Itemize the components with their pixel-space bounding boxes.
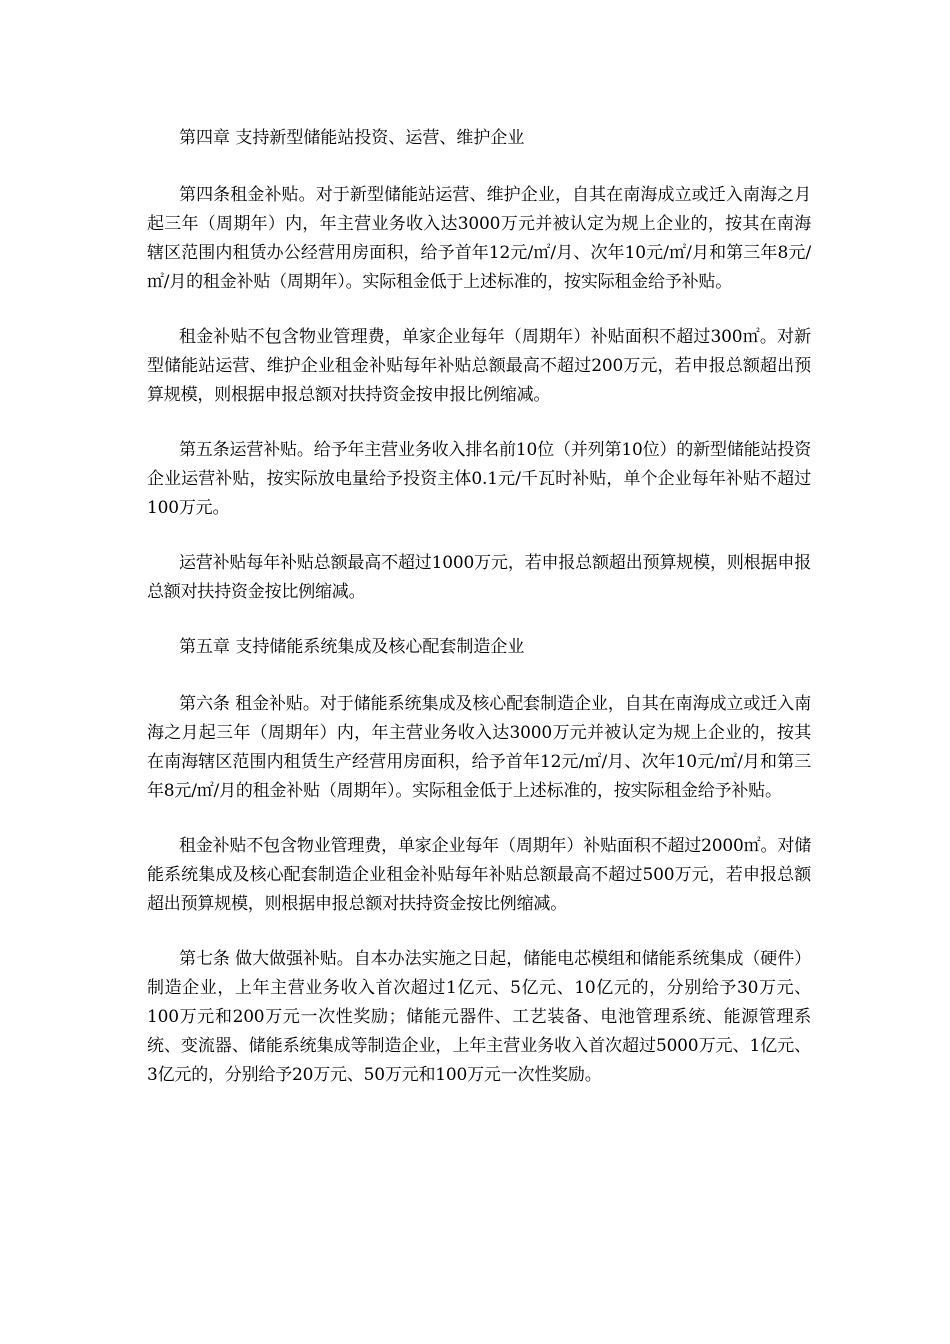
chapter-4-title: 第四章 支持新型储能站投资、运营、维护企业 (179, 128, 525, 148)
chapter-5-title: 第五章 支持储能系统集成及核心配套制造企业 (179, 637, 525, 657)
article-4-paragraph-1: 第四条租金补贴。对于新型储能站运营、维护企业，自其在南海成立或迁入南海之月起三年（周期年）内，年主营业务收入达3000万元并被认定为规上企业的，按其在南海辖区范围内租赁办公经营用房面积，给予首年12元/㎡/月、次年10元/㎡/月和第三年8元/㎡/月的租金补贴（周期年）。实际租金低于上述标准的，按实际租金给予补贴。 (147, 185, 811, 292)
document-body (147, 124, 811, 1116)
article-6-paragraph-2: 租金补贴不包含物业管理费，单家企业每年（周期年）补贴面积不超过2000㎡。对储能系统集成及核心配套制造企业租金补贴每年补贴总额最高不超过500万元，若申报总额超出预算规模，则根据申报总额对扶持资金按比例缩减。 (147, 836, 811, 914)
article-6-paragraph-1: 第六条 租金补贴。对于储能系统集成及核心配套制造企业，自其在南海成立或迁入南海之月起三年（周期年）内，年主营业务收入达3000万元并被认定为规上企业的，按其在南海辖区范围内租赁生产经营用房面积，给予首年12元/㎡/月、次年10元/㎡/月和第三年8元/㎡/月的租金补贴（周期年）。实际租金低于上述标准的，按实际租金给予补贴。 (147, 694, 811, 801)
article-7-paragraph-1: 第七条 做大做强补贴。自本办法实施之日起，储能电芯模组和储能系统集成（硬件）制造企业，上年主营业务收入首次超过1亿元、5亿元、10亿元的，分别给予30万元、100万元和200万元一次性奖励；储能元器件、工艺装备、电池管理系统、能源管理系统、变流器、储能系统集成等制造企业，上年主营业务收入首次超过5000万元、1亿元、3亿元的，分别给予20万元、50万元和100万元一次性奖励。 (147, 949, 811, 1085)
article-5-paragraph-1: 第五条运营补贴。给予年主营业务收入排名前10位（并列第10位）的新型储能站投资企业运营补贴，按实际放电量给予投资主体0.1元/千瓦时补贴，单个企业每年补贴不超过100万元。 (147, 440, 811, 518)
article-5-paragraph-2: 运营补贴每年补贴总额最高不超过1000万元，若申报总额超出预算规模，则根据申报总额对扶持资金按比例缩减。 (147, 553, 811, 602)
article-4-paragraph-2: 租金补贴不包含物业管理费，单家企业每年（周期年）补贴面积不超过300㎡。对新型储能站运营、维护企业租金补贴每年补贴总额最高不超过200万元，若申报总额超出预算规模，则根据申报总额对扶持资金按申报比例缩减。 (147, 327, 811, 405)
